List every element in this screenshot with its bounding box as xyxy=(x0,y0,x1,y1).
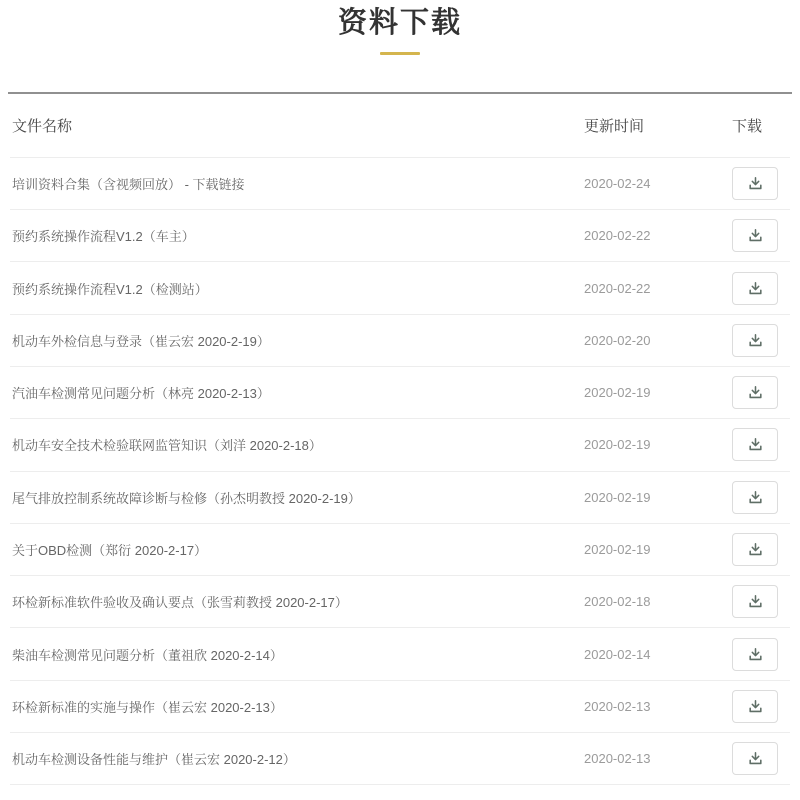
download-cell xyxy=(732,272,790,305)
update-date: 2020-02-19 xyxy=(584,437,651,453)
table-row xyxy=(10,524,790,576)
download-icon xyxy=(747,332,764,349)
header-download: 下载 xyxy=(732,117,763,135)
table-row xyxy=(10,628,790,680)
downloads-table xyxy=(10,94,790,786)
file-name: 环检新标准软件验收及确认要点（张雪莉教授 2020-2-17） xyxy=(12,595,348,611)
download-icon xyxy=(747,541,764,558)
file-name: 机动车外检信息与登录（崔云宏 2020-2-19） xyxy=(12,333,270,349)
update-date: 2020-02-19 xyxy=(584,489,651,505)
download-button[interactable] xyxy=(732,428,778,461)
update-date: 2020-02-18 xyxy=(584,594,651,610)
file-name: 机动车检测设备性能与维护（崔云宏 2020-2-12） xyxy=(12,752,296,768)
download-cell xyxy=(732,219,790,252)
download-icon xyxy=(747,698,764,715)
update-date: 2020-02-13 xyxy=(584,751,651,767)
table-row xyxy=(10,419,790,471)
download-button[interactable] xyxy=(732,324,778,357)
download-icon xyxy=(747,750,764,767)
file-name: 环检新标准的实施与操作（崔云宏 2020-2-13） xyxy=(12,699,283,715)
download-button[interactable] xyxy=(732,585,778,618)
file-name: 培训资料合集（含视频回放） - 下载链接 xyxy=(12,176,245,192)
download-icon xyxy=(747,175,764,192)
update-date: 2020-02-13 xyxy=(584,698,651,714)
file-name: 关于OBD检测（郑衍 2020-2-17） xyxy=(12,543,208,559)
table-row xyxy=(10,262,790,314)
table-row xyxy=(10,733,790,785)
table-header-row xyxy=(10,94,790,158)
download-button[interactable] xyxy=(732,690,778,723)
update-date: 2020-02-20 xyxy=(584,332,651,348)
download-button[interactable] xyxy=(732,481,778,514)
download-button[interactable] xyxy=(732,376,778,409)
download-button[interactable] xyxy=(732,533,778,566)
download-icon xyxy=(747,489,764,506)
table-row xyxy=(10,158,790,210)
download-button[interactable] xyxy=(732,219,778,252)
download-cell xyxy=(732,585,790,618)
download-cell xyxy=(732,690,790,723)
download-cell xyxy=(732,638,790,671)
file-name: 尾气排放控制系统故障诊断与检修（孙杰明教授 2020-2-19） xyxy=(12,490,361,506)
page-title: 资料下载 xyxy=(337,7,462,39)
table-row xyxy=(10,681,790,733)
table-row xyxy=(10,315,790,367)
file-name: 预约系统操作流程V1.2（车主） xyxy=(12,229,195,245)
download-cell xyxy=(732,428,790,461)
download-icon xyxy=(747,593,764,610)
title-block xyxy=(0,0,800,55)
download-icon xyxy=(747,227,764,244)
download-cell xyxy=(732,533,790,566)
update-date: 2020-02-19 xyxy=(584,542,651,558)
update-date: 2020-02-14 xyxy=(584,646,651,662)
download-button[interactable] xyxy=(732,742,778,775)
download-icon xyxy=(747,646,764,663)
table-row xyxy=(10,210,790,262)
download-cell xyxy=(732,376,790,409)
table-row xyxy=(10,472,790,524)
file-name: 汽油车检测常见问题分析（林亮 2020-2-13） xyxy=(12,386,270,402)
download-cell xyxy=(732,324,790,357)
download-cell xyxy=(732,742,790,775)
update-date: 2020-02-19 xyxy=(584,385,651,401)
download-button[interactable] xyxy=(732,272,778,305)
update-date: 2020-02-22 xyxy=(584,228,651,244)
header-file-name: 文件名称 xyxy=(12,117,73,135)
download-button[interactable] xyxy=(732,638,778,671)
download-cell xyxy=(732,167,790,200)
download-icon xyxy=(747,280,764,297)
download-button[interactable] xyxy=(732,167,778,200)
header-update-time: 更新时间 xyxy=(584,117,645,135)
download-cell xyxy=(732,481,790,514)
title-underline xyxy=(380,52,420,55)
table-row xyxy=(10,576,790,628)
download-icon xyxy=(747,384,764,401)
file-name: 机动车安全技术检验联网监管知识（刘洋 2020-2-18） xyxy=(12,438,322,454)
file-name: 柴油车检测常见问题分析（董祖欣 2020-2-14） xyxy=(12,647,283,663)
update-date: 2020-02-24 xyxy=(584,175,651,191)
file-name: 预约系统操作流程V1.2（检测站） xyxy=(12,281,208,297)
download-icon xyxy=(747,436,764,453)
update-date: 2020-02-22 xyxy=(584,280,651,296)
table-body xyxy=(10,158,790,786)
table-row xyxy=(10,367,790,419)
